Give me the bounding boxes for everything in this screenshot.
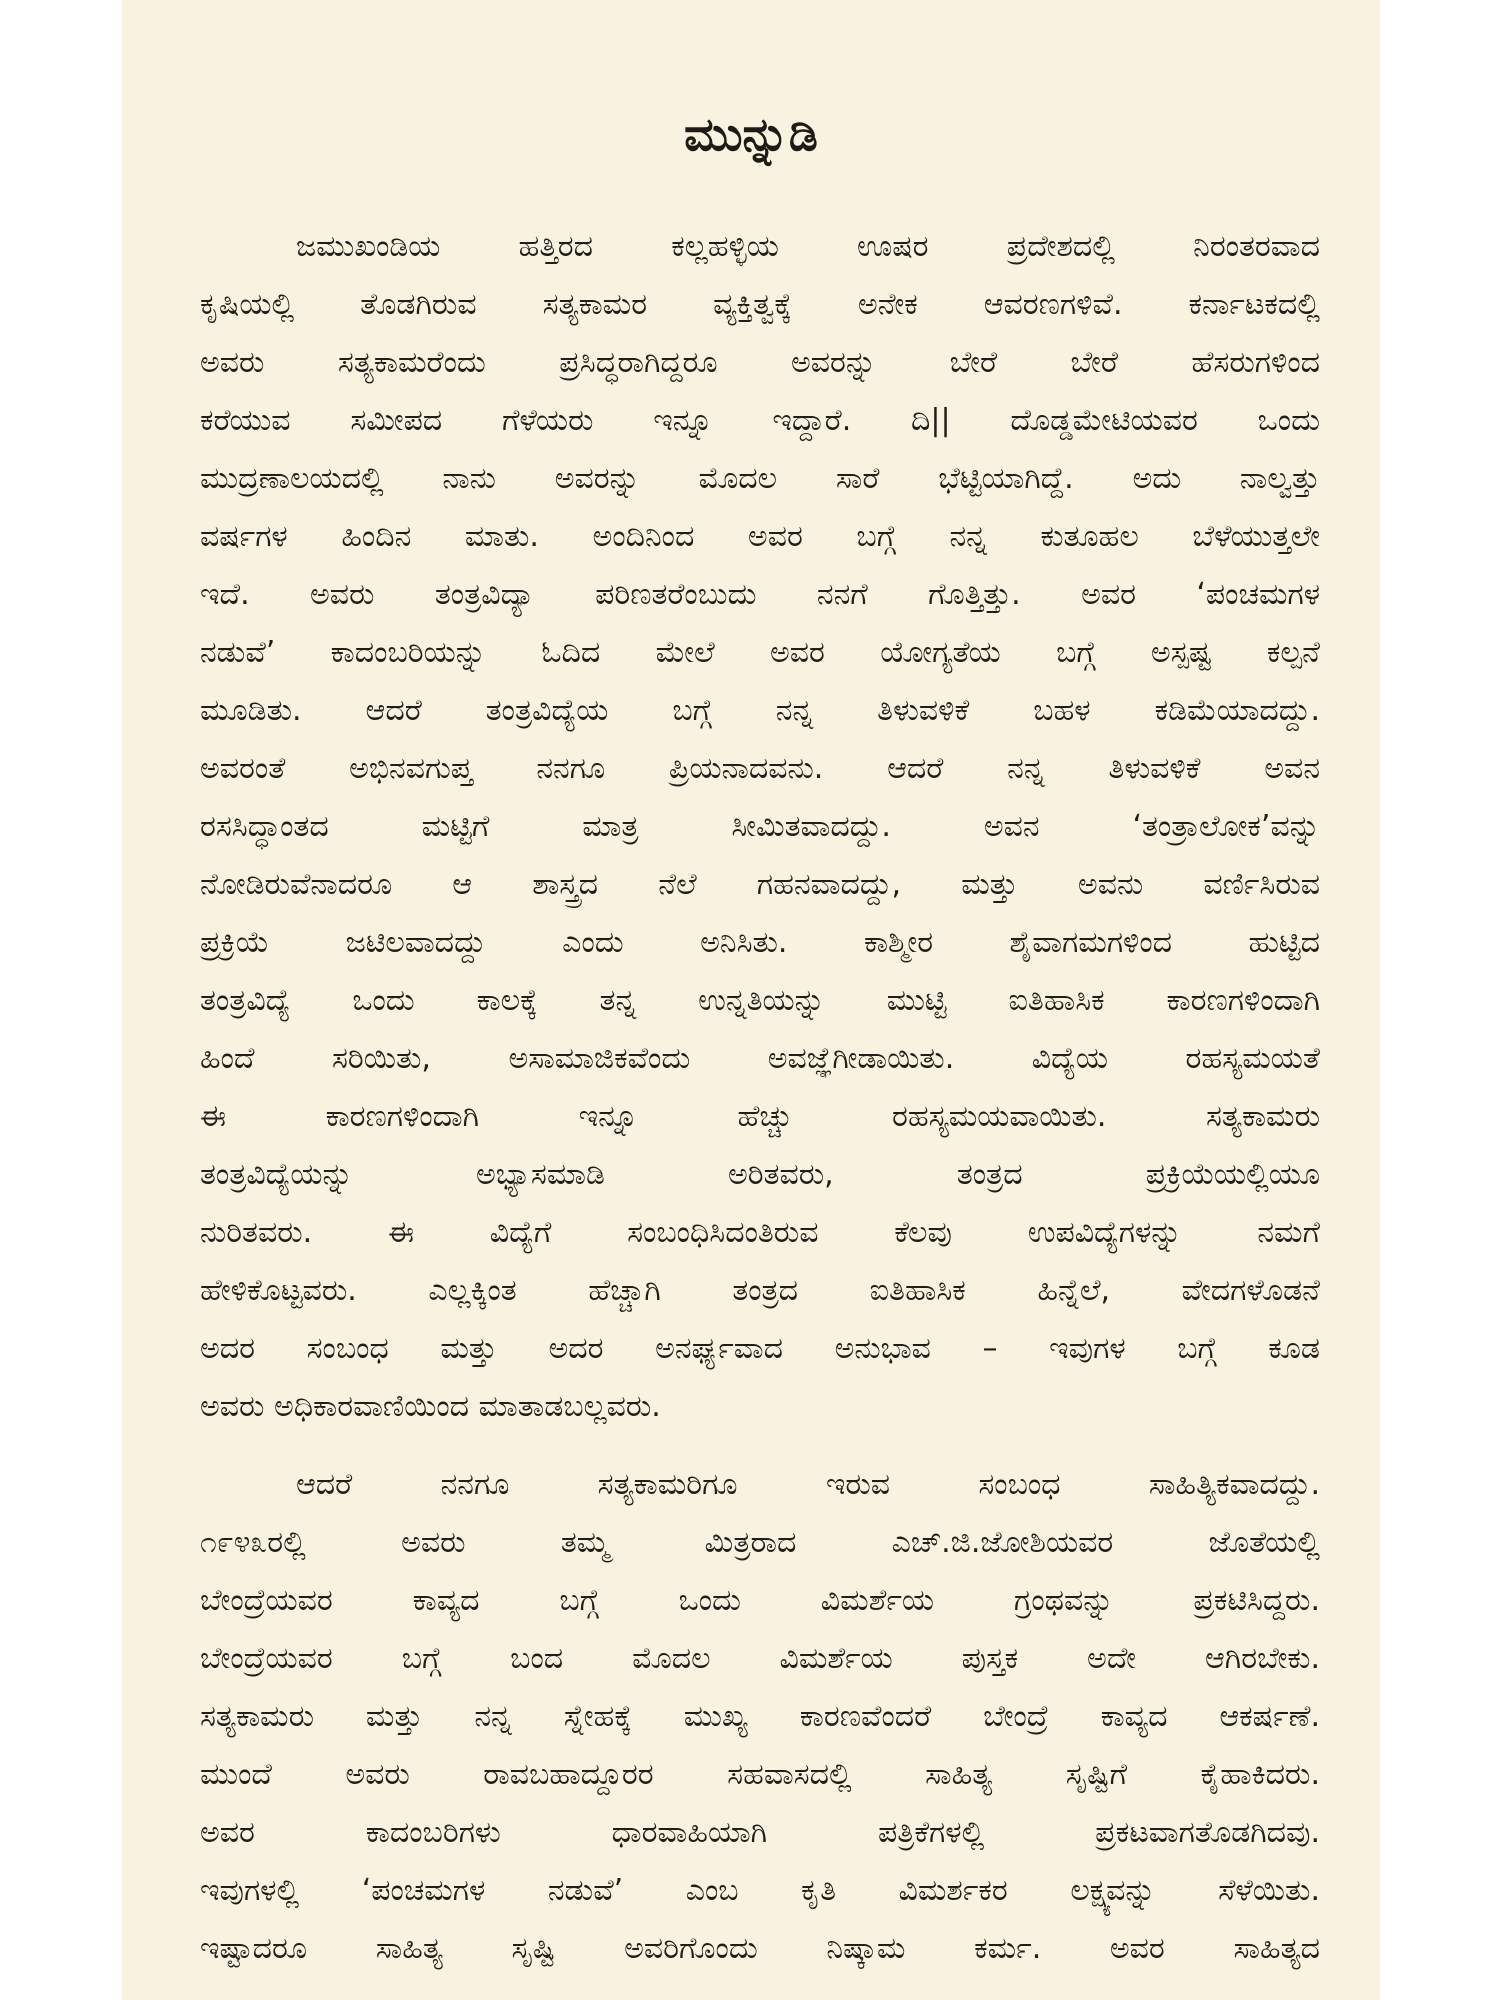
text-line: ಮೂಡಿತು. ಆದರೆ ತಂತ್ರವಿದ್ಯೆಯ ಬಗ್ಗೆ ನನ್ನ ತಿಳುವಳಿಕೆ ಬಹಳ ಕಡಿಮೆಯಾದದ್ದು.: [200, 693, 1320, 728]
text-line: ಕೃಷಿಯಲ್ಲಿ ತೊಡಗಿರುವ ಸತ್ಯಕಾಮರ ವ್ಯಕ್ತಿತ್ವಕ್ಕೆ ಅನೇಕ ಆವರಣಗಳಿವೆ. ಕರ್ನಾಟಕದಲ್ಲಿ: [200, 287, 1320, 322]
text-line: ಆದರೆ ನನಗೂ ಸತ್ಯಕಾಮರಿಗೂ ಇರುವ ಸಂಬಂಧ ಸಾಹಿತ್ಯಿಕವಾದದ್ದು.: [296, 1467, 1320, 1502]
text-line: ಪ್ರಕ್ರಿಯೆ ಜಟಿಲವಾದದ್ದು ಎಂದು ಅನಿಸಿತು. ಕಾಶ್ಮೀರ ಶೈವಾಗಮಗಳಿಂದ ಹುಟ್ಟಿದ: [200, 925, 1320, 960]
text-line: ಅದರ ಸಂಬಂಧ ಮತ್ತು ಅದರ ಅನರ್ಘ್ಯವಾದ ಅನುಭಾವ – ಇವುಗಳ ಬಗ್ಗೆ ಕೂಡ: [200, 1331, 1320, 1366]
text-line: ಬೇಂದ್ರೆಯವರ ಕಾವ್ಯದ ಬಗ್ಗೆ ಒಂದು ವಿಮರ್ಶೆಯ ಗ್ರಂಥವನ್ನು ಪ್ರಕಟಿಸಿದ್ದರು.: [200, 1583, 1320, 1618]
book-page: [122, 0, 1380, 2000]
text-line: ಸತ್ಯಕಾಮರು ಮತ್ತು ನನ್ನ ಸ್ನೇಹಕ್ಕೆ ಮುಖ್ಯ ಕಾರಣವೆಂದರೆ ಬೇಂದ್ರೆ ಕಾವ್ಯದ ಆಕರ್ಷಣೆ.: [200, 1699, 1320, 1734]
text-line: ಇವುಗಳಲ್ಲಿ ‘ಪಂಚಮಗಳ ನಡುವೆ’ ಎಂಬ ಕೃತಿ ವಿಮರ್ಶಕರ ಲಕ್ಷ್ಯವನ್ನು ಸೆಳೆಯಿತು.: [200, 1873, 1320, 1908]
text-line: ವರ್ಷಗಳ ಹಿಂದಿನ ಮಾತು. ಅಂದಿನಿಂದ ಅವರ ಬಗ್ಗೆ ನನ್ನ ಕುತೂಹಲ ಬೆಳೆಯುತ್ತಲೇ: [200, 519, 1320, 554]
paragraph: [200, 1456, 1320, 1978]
text-line: ಮುದ್ರಣಾಲಯದಲ್ಲಿ ನಾನು ಅವರನ್ನು ಮೊದಲ ಸಾರೆ ಭೆಟ್ಟಿಯಾಗಿದ್ದೆ. ಅದು ನಾಲ್ವತ್ತು: [200, 461, 1320, 496]
page-title: ಮುನ್ನುಡಿ: [684, 107, 818, 161]
text-line: ೧೯೪೩ರಲ್ಲಿ ಅವರು ತಮ್ಮ ಮಿತ್ರರಾದ ಎಚ್.ಜಿ.ಜೋಶಿಯವರ ಜೊತೆಯಲ್ಲಿ: [200, 1525, 1320, 1560]
text-line: ಈ ಕಾರಣಗಳಿಂದಾಗಿ ಇನ್ನೂ ಹೆಚ್ಚು ರಹಸ್ಯಮಯವಾಯಿತು. ಸತ್ಯಕಾಮರು: [200, 1099, 1320, 1134]
text-line: ತಂತ್ರವಿದ್ಯೆ ಒಂದು ಕಾಲಕ್ಕೆ ತನ್ನ ಉನ್ನತಿಯನ್ನು ಮುಟ್ಟಿ ಐತಿಹಾಸಿಕ ಕಾರಣಗಳಿಂದಾಗಿ: [200, 983, 1320, 1018]
body-text: [200, 218, 1320, 1978]
text-line: ಬೇಂದ್ರೆಯವರ ಬಗ್ಗೆ ಬಂದ ಮೊದಲ ವಿಮರ್ಶೆಯ ಪುಸ್ತಕ ಅದೇ ಆಗಿರಬೇಕು.: [200, 1641, 1320, 1676]
text-line: ಅವರಂತೆ ಅಭಿನವಗುಪ್ತ ನನಗೂ ಪ್ರಿಯನಾದವನು. ಆದರೆ ನನ್ನ ತಿಳುವಳಿಕೆ ಅವನ: [200, 751, 1320, 786]
text-line: ನುರಿತವರು. ಈ ವಿದ್ಯೆಗೆ ಸಂಬಂಧಿಸಿದಂತಿರುವ ಕೆಲವು ಉಪವಿದ್ಯೆಗಳನ್ನು ನಮಗೆ: [200, 1215, 1320, 1250]
text-line: ರಸಸಿದ್ಧಾಂತದ ಮಟ್ಟಿಗೆ ಮಾತ್ರ ಸೀಮಿತವಾದದ್ದು. ಅವನ ‘ತಂತ್ರಾಲೋಕ’ವನ್ನು: [200, 809, 1320, 844]
text-line: ಅವರು ಅಧಿಕಾರವಾಣಿಯಿಂದ ಮಾತಾಡಬಲ್ಲವರು.: [200, 1389, 661, 1424]
text-line: ಇಷ್ಟಾದರೂ ಸಾಹಿತ್ಯ ಸೃಷ್ಟಿ ಅವರಿಗೊಂದು ನಿಷ್ಕಾಮ ಕರ್ಮ. ಅವರ ಸಾಹಿತ್ಯದ: [200, 1931, 1320, 1966]
paragraph: [200, 218, 1320, 1436]
text-line: ಹಿಂದೆ ಸರಿಯಿತು, ಅಸಾಮಾಜಿಕವೆಂದು ಅವಜ್ಞೆಗೀಡಾಯಿತು. ವಿದ್ಯೆಯ ರಹಸ್ಯಮಯತೆ: [200, 1041, 1320, 1076]
text-line: ಜಮುಖಂಡಿಯ ಹತ್ತಿರದ ಕಲ್ಲಹಳ್ಳಿಯ ಊಷರ ಪ್ರದೇಶದಲ್ಲಿ ನಿರಂತರವಾದ: [296, 229, 1320, 264]
text-line: ಅವರು ಸತ್ಯಕಾಮರೆಂದು ಪ್ರಸಿದ್ಧರಾಗಿದ್ದರೂ ಅವರನ್ನು ಬೇರೆ ಬೇರೆ ಹೆಸರುಗಳಿಂದ: [200, 345, 1320, 380]
text-line: ನೋಡಿರುವೆನಾದರೂ ಆ ಶಾಸ್ತ್ರದ ನೆಲೆ ಗಹನವಾದದ್ದು, ಮತ್ತು ಅವನು ವರ್ಣಿಸಿರುವ: [200, 867, 1320, 902]
text-line: ತಂತ್ರವಿದ್ಯೆಯನ್ನು ಅಭ್ಯಾಸಮಾಡಿ ಅರಿತವರು, ತಂತ್ರದ ಪ್ರಕ್ರಿಯೆಯಲ್ಲಿಯೂ: [200, 1157, 1320, 1192]
text-line: ಕರೆಯುವ ಸಮೀಪದ ಗೆಳೆಯರು ಇನ್ನೂ ಇದ್ದಾರೆ. ದಿ|| ದೊಡ್ಡಮೇಟಿಯವರ ಒಂದು: [200, 403, 1320, 438]
text-line: ಹೇಳಿಕೊಟ್ಟವರು. ಎಲ್ಲಕ್ಕಿಂತ ಹೆಚ್ಚಾಗಿ ತಂತ್ರದ ಐತಿಹಾಸಿಕ ಹಿನ್ನೆಲೆ, ವೇದಗಳೊಡನೆ: [200, 1273, 1320, 1308]
text-line: ನಡುವೆ’ ಕಾದಂಬರಿಯನ್ನು ಓದಿದ ಮೇಲೆ ಅವರ ಯೋಗ್ಯತೆಯ ಬಗ್ಗೆ ಅಸ್ಪಷ್ಟ ಕಲ್ಪನೆ: [200, 635, 1320, 670]
text-line: ಇದೆ. ಅವರು ತಂತ್ರವಿದ್ಯಾ ಪರಿಣತರೆಂಬುದು ನನಗೆ ಗೊತ್ತಿತ್ತು. ಅವರ ‘ಪಂಚಮಗಳ: [200, 577, 1320, 612]
text-line: ಅವರ ಕಾದಂಬರಿಗಳು ಧಾರವಾಹಿಯಾಗಿ ಪತ್ರಿಕೆಗಳಲ್ಲಿ ಪ್ರಕಟವಾಗತೊಡಗಿದವು.: [200, 1815, 1320, 1850]
text-line: ಮುಂದೆ ಅವರು ರಾವಬಹಾದ್ದೂರರ ಸಹವಾಸದಲ್ಲಿ ಸಾಹಿತ್ಯ ಸೃಷ್ಟಿಗೆ ಕೈಹಾಕಿದರು.: [200, 1757, 1320, 1792]
